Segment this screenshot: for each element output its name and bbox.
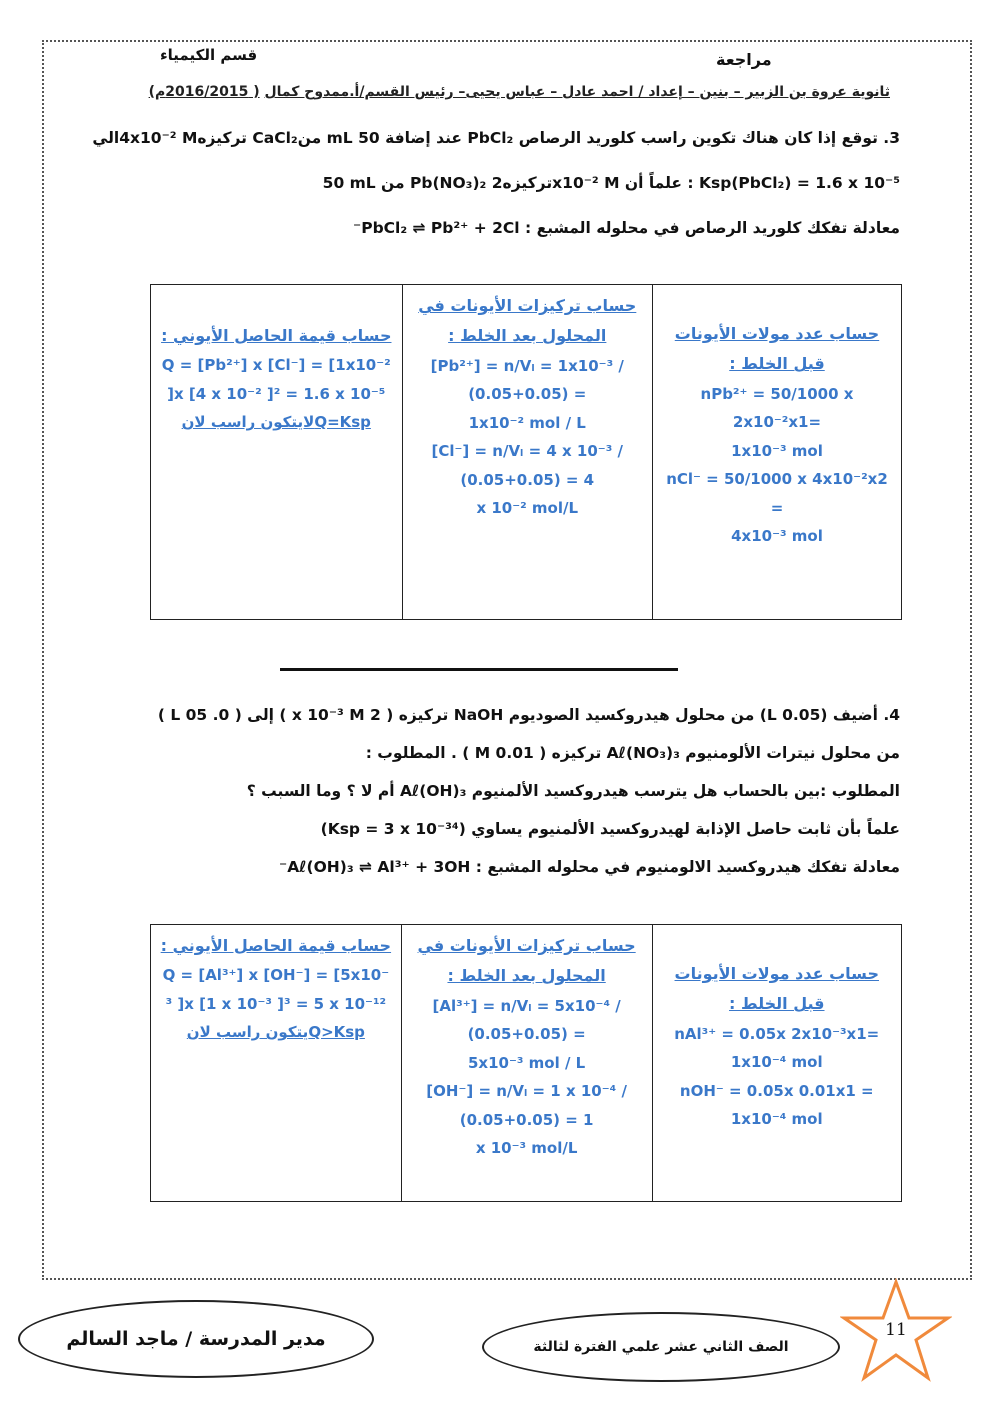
q4-col1-title: حساب عدد مولات الأيونات قبل الخلط : [674,964,879,1014]
q3-col-moles [652,285,901,620]
q4-col3-conclusion: Q>Kspيتكون راسب لان [186,1023,365,1042]
q3-col3-conclusion: Q=Kspلايتكون راسب لان [181,413,371,432]
q4-line-3: المطلوب :بين بالحساب هل يترسب هيدروكسيد الألمنيوم Aℓ(OH)₃ أم لا ؟ وما السبب ؟ [246,782,900,800]
q4-col-moles [652,925,901,1202]
q3-line-3: معادلة تفكك كلوريد الرصاص في محلوله المشبع : PbCl₂ ⇌ Pb²⁺ + 2Cl⁻ [353,219,900,237]
q4-line-2: من محلول نيترات الألومنيوم Aℓ(NO₃)₃ تركيزه ( 0.01 M ) . المطلوب : [365,744,900,762]
q4-table [150,924,902,1202]
q4-col1-line: 1x10⁻⁴ mol [730,1053,823,1072]
school-year: ( 2016/2015م) [148,84,260,100]
q3-col2-line: 1x10⁻² mol / L [468,413,586,432]
q4-col1-line: 1x10⁻⁴ mol [730,1110,823,1129]
q3-line-1: 3. توقع إذا كان هناك تكوين راسب كلوريد الرصاص PbCl₂ عند إضافة 50 mL منCaCl₂ تركيزه4x10⁻² Mالي [92,129,900,147]
q4-col2-title: حساب تركيزات الأيونات في المحلول بعد الخلط : [417,936,636,986]
principal-oval [18,1300,374,1378]
q3-col-concentrations [402,285,652,620]
page-number: 11 [885,1320,907,1340]
q3-col2-line: [Pb²⁺] = n/Vₗ = 1x10⁻³ / (0.05+0.05) = [430,356,624,404]
q3-col1-line: nCl⁻ = 50/1000 x 4x10⁻²x2 = [666,470,888,517]
q4-col1-line: nOH⁻ = 0.05x 0.01x1 = [679,1081,874,1100]
q3-table [150,284,902,620]
q4-line-1: 4. أضيف (0.05 L) من محلول هيدروكسيد الصوديوم NaOH تركيزه ( 2 x 10⁻³ M ) إلى ( 0. 05 L ) [157,706,900,724]
page-title: مراجعة [716,50,772,69]
q3-col2-title: حساب تركيزات الأيونات في المحلول بعد الخلط : [418,296,637,346]
department-label: قسم الكيمياء [160,46,258,64]
q3-col1-title: حساب عدد مولات الأيونات قبل الخلط : [674,324,880,374]
q4-line-4: علماً بأن ثابت حاصل الإذابة لهيدروكسيد الألمنيوم يساوي (Ksp = 3 x 10⁻³⁴) [320,820,900,838]
q3-col3-line: ]x [4 x 10⁻² ]² = 1.6 x 10⁻⁵ [167,384,386,403]
grade-label: الصف الثاني عشر علمي الفترة لثالثة [533,1339,789,1355]
q4-col3-line: Q = [Al³⁺] x [OH⁻] = [5x10⁻ [162,966,390,985]
q4-col2-line: [OH⁻] = n/Vₗ = 1 x 10⁻⁴ / (0.05+0.05) = 1 [426,1082,627,1129]
q3-line-2: 50 mL من Pb(NO₃)₂ تركيزه2x10⁻² M علماً أن : Ksp(PbCl₂) = 1.6 x 10⁻⁵ [322,174,900,192]
q4-col-concentrations [401,925,652,1202]
grade-oval [482,1312,840,1382]
q3-col2-line: [Cl⁻] = n/Vₗ = 4 x 10⁻³ / (0.05+0.05) = 4 [431,442,623,489]
q4-col3-title: حساب قيمة الحاصل الأيوني : [160,936,392,955]
school-text: ثانوية عروة بن الزبير – بنين – إعداد / احمد عادل – عباس يحيى– رئيس القسم/أ.ممدوح كمال [264,84,890,100]
q4-col2-line: [Al³⁺] = n/Vₗ = 5x10⁻⁴ / (0.05+0.05) = [432,996,621,1044]
q3-col3-line: Q = [Pb²⁺] x [Cl⁻] = [1x10⁻² [161,356,391,375]
q3-col1-line: nPb²⁺ = 50/1000 x 2x10⁻²x1= [700,384,854,432]
q3-col-ionic-product [151,285,403,620]
q4-col-ionic-product [151,925,402,1202]
q4-col2-line: x 10⁻³ mol/L [475,1139,578,1158]
q3-col1-line: 1x10⁻³ mol [731,441,823,460]
q4-col2-line: 5x10⁻³ mol / L [467,1053,586,1072]
q3-col3-title: حساب قيمة الحاصل الأيوني : [161,326,392,345]
q4-col1-line: nAl³⁺ = 0.05x 2x10⁻³x1= [674,1024,880,1043]
school-line [90,84,890,100]
section-divider [280,668,678,671]
principal-name: مدير المدرسة / ماجد السالم [66,1328,326,1350]
q4-line-5: معادلة تفكك هيدروكسيد الالومنيوم في محلوله المشبع : Aℓ(OH)₃ ⇌ Al³⁺ + 3OH⁻ [279,858,900,876]
q3-col2-line: x 10⁻² mol/L [476,499,579,518]
q3-col1-line: 4x10⁻³ mol [731,527,823,546]
q4-col3-line: ³ ]x [1 x 10⁻³ ]³ = 5 x 10⁻¹² [165,994,387,1013]
